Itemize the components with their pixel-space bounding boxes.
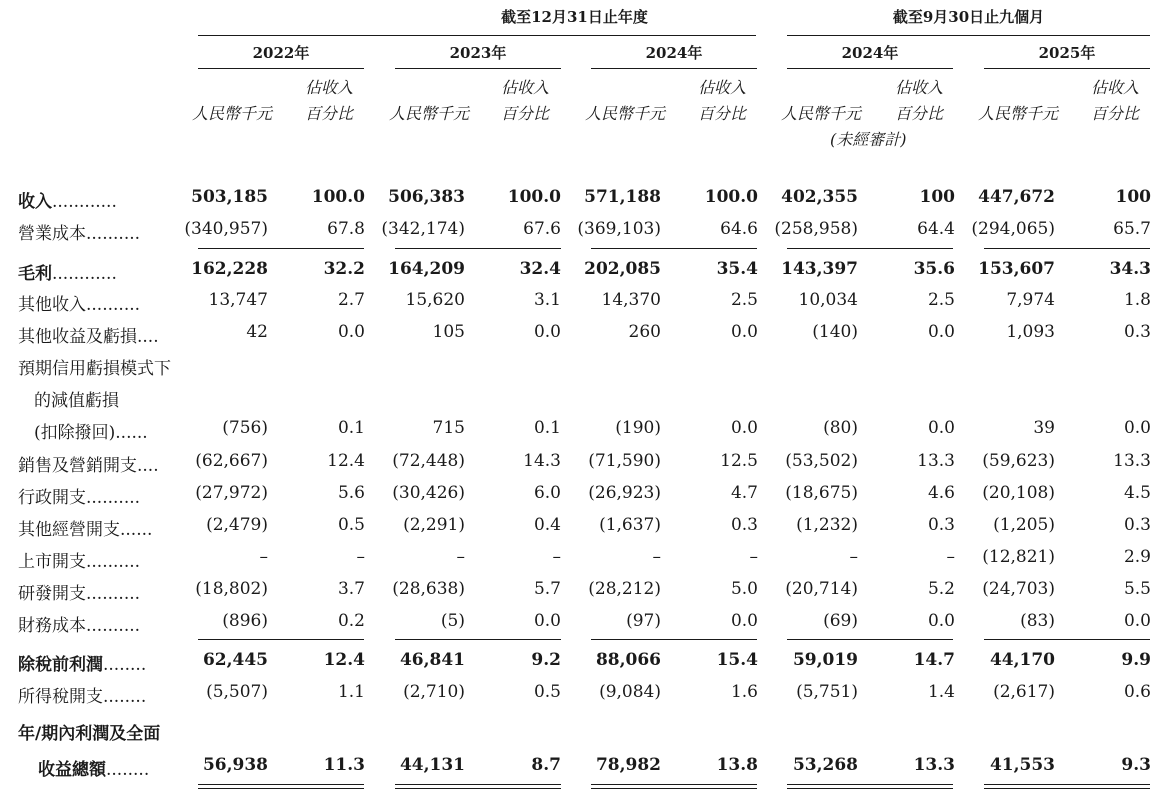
percent-cell: 5.5 [1123,579,1151,599]
amount-cell: (1,232) [796,515,858,535]
unit-pct-line2: 百分比 [305,104,354,123]
row-label [18,611,168,636]
amount-cell: (9,084) [599,682,661,702]
subtotal-rule [591,639,757,640]
leader-dots: .......... [86,295,141,315]
total-double-rule [395,788,561,789]
row-label-text: 其他收益及虧損 [18,327,137,347]
amount-cell: – [259,547,268,567]
amount-cell: (83) [1020,611,1055,631]
row-label-text: 收益總額 [38,760,106,780]
percent-cell: 100.0 [704,187,758,207]
percent-cell: 2.9 [1123,547,1151,567]
amount-cell: (2,479) [206,515,268,535]
year-header-2025-9m: 2025年 [1038,44,1096,62]
row-label-line [34,418,184,443]
year-rule [198,68,364,69]
row-label [18,650,168,675]
unit-pct-line2: 百分比 [501,104,550,123]
percent-cell: 14.3 [523,451,561,471]
row-label-text: 年/期內利潤及全面 [18,724,161,744]
amount-cell: 105 [432,322,465,342]
total-double-rule [984,788,1150,789]
total-double-rule [984,784,1150,785]
amount-cell: (53,502) [785,451,858,471]
percent-cell: 3.1 [533,290,561,310]
percent-cell: 0.0 [533,322,561,342]
percent-cell: 9.3 [1121,755,1151,775]
amount-cell: 202,085 [584,259,661,279]
amount-cell: (27,972) [195,483,268,503]
amount-cell: 143,397 [781,259,858,279]
year-header-2023: 2023年 [449,44,507,62]
leader-dots: ........ [103,687,147,707]
percent-cell: 32.4 [519,259,561,279]
row-label-text: 上市開支 [18,552,86,572]
percent-cell: 0.4 [533,515,561,535]
percent-cell: 5.7 [533,579,561,599]
unit-pct-line2: 百分比 [1091,104,1140,123]
percent-cell: 5.0 [730,579,758,599]
percent-cell: 0.0 [730,418,758,438]
percent-cell: 4.6 [927,483,955,503]
percent-cell: 64.4 [917,219,955,239]
percent-cell: – [946,547,955,567]
percent-cell: 100.0 [507,187,561,207]
amount-cell: 15,620 [405,290,465,310]
percent-cell: 15.4 [716,650,758,670]
row-label [18,682,168,707]
amount-cell: 260 [628,322,661,342]
leader-dots: .... [137,327,159,347]
amount-cell: 44,131 [399,755,465,775]
row-label-text: 所得稅開支 [18,687,103,707]
amount-cell: 39 [1033,418,1055,438]
amount-cell: (342,174) [381,219,465,239]
unit-pct-line2: 百分比 [895,104,944,123]
percent-cell: 14.7 [913,650,955,670]
percent-cell: 12.4 [327,451,365,471]
percent-cell: 8.7 [531,755,561,775]
amount-cell: (896) [222,611,268,631]
amount-cell: 59,019 [792,650,858,670]
row-label-text: (扣除撥回) [34,423,116,443]
subtotal-rule [984,639,1150,640]
amount-cell: (20,714) [785,579,858,599]
row-label-line [34,386,184,411]
row-label-text: 收入 [18,192,52,212]
subtotal-rule [984,248,1150,249]
percent-cell: 0.0 [927,611,955,631]
amount-cell: 506,383 [388,187,465,207]
subtotal-rule [198,639,364,640]
amount-cell: 162,228 [191,259,268,279]
unit-pct-line1: 佔收入 [305,78,354,97]
leader-dots: ...... [115,423,148,443]
leader-dots: ............ [52,192,117,212]
amount-cell: 53,268 [792,755,858,775]
percent-cell: 1.1 [337,682,365,702]
amount-cell: (28,212) [588,579,661,599]
subtotal-rule [591,248,757,249]
percent-cell: 35.4 [716,259,758,279]
percent-cell: 0.0 [337,322,365,342]
leader-dots: ........ [103,655,147,675]
percent-cell: 9.9 [1121,650,1151,670]
amount-cell: – [652,547,661,567]
year-rule [591,68,757,69]
row-label [18,515,168,540]
percent-cell: 9.2 [531,650,561,670]
percent-cell: 67.6 [523,219,561,239]
group-rule-year-end [198,35,756,36]
row-label [18,290,168,315]
percent-cell: 0.0 [927,418,955,438]
amount-cell: 7,974 [1006,290,1055,310]
percent-cell: 12.4 [323,650,365,670]
amount-cell: 46,841 [399,650,465,670]
amount-cell: 571,188 [584,187,661,207]
leader-dots: ............ [52,264,117,284]
year-header-2024: 2024年 [645,44,703,62]
unit-pct-line1: 佔收入 [1091,78,1140,97]
row-label [18,219,168,244]
amount-cell: (80) [823,418,858,438]
total-double-rule [787,788,953,789]
percent-cell: 0.3 [927,515,955,535]
subtotal-rule [198,248,364,249]
amount-cell: – [456,547,465,567]
total-double-rule [395,784,561,785]
amount-cell: 503,185 [191,187,268,207]
percent-cell: 35.6 [913,259,955,279]
percent-cell: 0.2 [337,611,365,631]
amount-cell: (20,108) [982,483,1055,503]
amount-cell: (26,923) [588,483,661,503]
percent-cell: 100 [1115,187,1151,207]
row-label [18,547,168,572]
percent-cell: 0.3 [730,515,758,535]
amount-cell: 62,445 [202,650,268,670]
percent-cell: 12.5 [720,451,758,471]
percent-cell: 11.3 [323,755,365,775]
amount-cell: (18,675) [785,483,858,503]
amount-cell: (5,507) [206,682,268,702]
unaudited-note: (未經審計) [830,130,907,149]
total-double-rule [198,784,364,785]
year-rule [395,68,561,69]
row-label-text: 銷售及營銷開支 [18,456,137,476]
row-label-text: 研發開支 [18,584,86,604]
percent-cell: 2.7 [337,290,365,310]
amount-cell: 153,607 [978,259,1055,279]
percent-cell: 5.2 [927,579,955,599]
percent-cell: 0.1 [533,418,561,438]
row-label [18,322,168,347]
amount-cell: 13,747 [208,290,268,310]
percent-cell: 0.1 [337,418,365,438]
amount-cell: (5) [440,611,465,631]
amount-cell: 402,355 [781,187,858,207]
amount-cell: (24,703) [982,579,1055,599]
percent-cell: 100 [919,187,955,207]
unit-pct-line1: 佔收入 [895,78,944,97]
amount-cell: (756) [222,418,268,438]
percent-cell: 0.3 [1123,322,1151,342]
percent-cell: 1.4 [927,682,955,702]
amount-cell: 715 [432,418,465,438]
percent-cell: 0.3 [1123,515,1151,535]
percent-cell: 5.6 [337,483,365,503]
amount-cell: – [849,547,858,567]
percent-cell: 2.5 [730,290,758,310]
amount-cell: (2,617) [993,682,1055,702]
row-label [18,483,168,508]
subtotal-rule [395,639,561,640]
amount-cell: 88,066 [595,650,661,670]
percent-cell: 3.7 [337,579,365,599]
percent-cell: 13.3 [1113,451,1151,471]
group-rule-nine-months [787,35,1150,36]
percent-cell: 34.3 [1109,259,1151,279]
amount-cell: (340,957) [184,219,268,239]
percent-cell: 0.0 [533,611,561,631]
amount-cell: (2,710) [403,682,465,702]
percent-cell: 4.7 [730,483,758,503]
subtotal-rule [787,639,953,640]
percent-cell: 65.7 [1113,219,1151,239]
unit-rmb: 人民幣千元 [389,104,470,123]
leader-dots: .......... [86,616,141,636]
amount-cell: (140) [812,322,858,342]
subtotal-rule [395,248,561,249]
amount-cell: 447,672 [978,187,1055,207]
percent-cell: 0.5 [533,682,561,702]
row-label-text: 營業成本 [18,224,86,244]
row-label-text: 財務成本 [18,616,86,636]
amount-cell: (59,623) [982,451,1055,471]
row-label-text: 行政開支 [18,488,86,508]
percent-cell: 4.5 [1123,483,1151,503]
amount-cell: (369,103) [577,219,661,239]
row-label-text: 其他經營開支 [18,520,120,540]
leader-dots: .......... [86,552,141,572]
amount-cell: (72,448) [392,451,465,471]
percent-cell: 2.5 [927,290,955,310]
amount-cell: 14,370 [601,290,661,310]
percent-cell: 32.2 [323,259,365,279]
leader-dots: .......... [86,584,141,604]
amount-cell: 44,170 [989,650,1055,670]
leader-dots: ........ [106,760,150,780]
year-header-2024-9m: 2024年 [841,44,899,62]
amount-cell: (18,802) [195,579,268,599]
year-header-2022: 2022年 [252,44,310,62]
leader-dots: .......... [86,488,141,508]
row-label-text: 其他收入 [18,295,86,315]
amount-cell: (69) [823,611,858,631]
unit-rmb: 人民幣千元 [192,104,273,123]
total-double-rule [787,784,953,785]
row-label-line [18,354,171,379]
percent-cell: – [749,547,758,567]
amount-cell: 164,209 [388,259,465,279]
subtotal-rule [787,248,953,249]
percent-cell: 67.8 [327,219,365,239]
unit-rmb: 人民幣千元 [585,104,666,123]
amount-cell: 42 [246,322,268,342]
unit-pct-line1: 佔收入 [501,78,550,97]
amount-cell: (190) [615,418,661,438]
amount-cell: (294,065) [971,219,1055,239]
percent-cell: 0.0 [730,611,758,631]
row-label-line [38,755,188,780]
amount-cell: 56,938 [202,755,268,775]
amount-cell: (1,205) [993,515,1055,535]
amount-cell: (97) [626,611,661,631]
percent-cell: 13.3 [917,451,955,471]
percent-cell: 1.8 [1123,290,1151,310]
amount-cell: 1,093 [1006,322,1055,342]
row-label [18,451,168,476]
amount-cell: (12,821) [982,547,1055,567]
amount-cell: 10,034 [798,290,858,310]
total-double-rule [591,784,757,785]
amount-cell: (258,958) [774,219,858,239]
amount-cell: (2,291) [403,515,465,535]
percent-cell: 0.0 [927,322,955,342]
row-label [18,259,168,284]
percent-cell: 100.0 [311,187,365,207]
unit-rmb: 人民幣千元 [978,104,1059,123]
leader-dots: ...... [120,520,153,540]
leader-dots: .... [137,456,159,476]
unit-pct-line2: 百分比 [698,104,747,123]
percent-cell: 0.0 [730,322,758,342]
row-label-text: 除稅前利潤 [18,655,103,675]
row-label [18,187,168,212]
percent-cell: 0.0 [1123,418,1151,438]
group-header-nine-months: 截至9月30日止九個月 [892,8,1045,26]
percent-cell: 13.8 [716,755,758,775]
percent-cell: 0.5 [337,515,365,535]
percent-cell: 0.6 [1123,682,1151,702]
unit-pct-line1: 佔收入 [698,78,747,97]
amount-cell: 41,553 [989,755,1055,775]
percent-cell: 6.0 [533,483,561,503]
percent-cell: 1.6 [730,682,758,702]
amount-cell: (71,590) [588,451,661,471]
amount-cell: (5,751) [796,682,858,702]
leader-dots: .......... [86,224,141,244]
percent-cell: 13.3 [913,755,955,775]
row-label-text: 預期信用虧損模式下 [18,359,171,379]
total-double-rule [198,788,364,789]
year-rule [787,68,953,69]
group-header-year-end: 截至12月31日止年度 [501,8,648,26]
total-double-rule [591,788,757,789]
unit-rmb: 人民幣千元 [781,104,862,123]
row-label-text: 的減值虧損 [34,391,119,411]
row-label-line [18,719,168,744]
amount-cell: (62,667) [195,451,268,471]
percent-cell: – [356,547,365,567]
percent-cell: – [552,547,561,567]
row-label-text: 毛利 [18,264,52,284]
amount-cell: 78,982 [595,755,661,775]
row-label [18,579,168,604]
percent-cell: 0.0 [1123,611,1151,631]
amount-cell: (28,638) [392,579,465,599]
year-rule [984,68,1150,69]
percent-cell: 64.6 [720,219,758,239]
amount-cell: (1,637) [599,515,661,535]
amount-cell: (30,426) [392,483,465,503]
